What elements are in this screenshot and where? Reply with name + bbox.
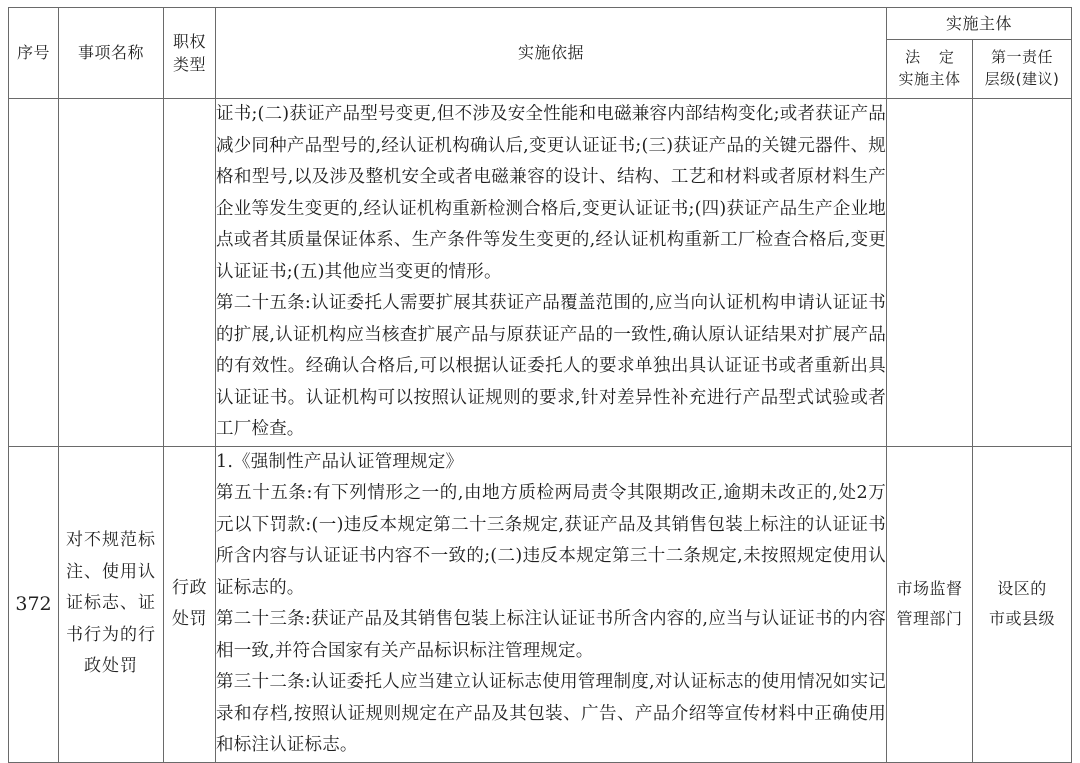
cell-responsibility-level	[973, 99, 1072, 447]
cell-item-name	[59, 99, 164, 447]
basis-paragraph: 第三十二条:认证委托人应当建立认证标志使用管理制度,对认证标志的使用情况如实记录和存档,按照认证规则规定在产品及其包装、广告、产品介绍等宣传材料中正确使用和标注认证标志。	[216, 672, 886, 755]
cell-responsibility-level	[973, 446, 1072, 762]
table-row	[9, 446, 1072, 762]
cell-item-name: 对不规范标注、使用认证标志、证书行为的行政处罚	[59, 446, 164, 762]
administrative-power-table	[8, 7, 1072, 763]
column-header-responsibility-level	[973, 40, 1072, 99]
column-header-legal-subject	[887, 40, 973, 99]
responsibility-level-line2: 市或县级	[989, 609, 1056, 628]
column-header-implementation-subject-group: 实施主体	[887, 8, 1072, 40]
column-header-item-name: 事项名称	[59, 8, 164, 99]
basis-paragraph: 证书;(二)获证产品型号变更,但不涉及安全性能和电磁兼容内部结构变化;或者获证产品减少同种产品型号的,经认证机构确认后,变更认证证书;(三)获证产品的关键元器件、规格和型号,以及涉及整机安全或者电磁兼容的设计、结构、工艺和材料或者原材料生产企业等发生变更的,经认证机构重新检测合格后,变更认证证书;(四)获证产品生产企业地点或者其质量保证体系、生产条件等发生变更的,经认证机构重新工厂检查合格后,变更认证证书;(五)其他应当变更的情形。	[216, 104, 886, 282]
column-header-seq: 序号	[9, 8, 59, 99]
basis-paragraph: 第二十五条:认证委托人需要扩展其获证产品覆盖范围的,应当向认证机构申请认证证书的扩展,认证机构应当核查扩展产品与原获证产品的一致性,确认原认证结果对扩展产品的有效性。经确认合格后,可以根据认证委托人的要求单独出具认证证书或者重新出具认证证书。认证机构可以按照认证规则的要求,针对差异性补充进行产品型式试验或者工厂检查。	[216, 293, 886, 439]
basis-regulation-title: 1.《强制性产品认证管理规定》	[216, 451, 464, 472]
cell-seq	[9, 99, 59, 447]
column-header-legal-subject-line2: 实施主体	[898, 70, 961, 88]
responsibility-level-line1: 设区的	[997, 578, 1047, 598]
basis-paragraph: 第二十三条:获证产品及其销售包装上标注认证证书所含内容的,应当与认证证书的内容相一致,并符合国家有关产品标识标注管理规定。	[216, 609, 886, 661]
header-row-top	[9, 8, 1072, 40]
table-body	[9, 99, 1072, 763]
table-row	[9, 99, 1072, 447]
table-header	[9, 8, 1072, 99]
legal-subject-line1: 市场监督	[896, 578, 963, 598]
column-header-legal-subject-line1: 法 定	[905, 48, 961, 67]
cell-seq: 372	[9, 446, 59, 762]
power-type-line1: 行政	[172, 577, 207, 598]
cell-implementation-basis	[216, 99, 887, 447]
column-header-power-type	[164, 8, 216, 99]
column-header-implementation-basis: 实施依据	[216, 8, 887, 99]
column-header-power-type-line1: 职权	[172, 31, 206, 51]
column-header-responsibility-level-line1: 第一责任	[991, 48, 1054, 67]
power-type-line2: 处罚	[172, 609, 207, 629]
basis-paragraph: 第五十五条:有下列情形之一的,由地方质检两局责令其限期改正,逾期未改正的,处2万元以下罚款:(一)违反本规定第二十三条规定,获证产品及其销售包装上标注的认证证书所含内容与认证证书内容不一致的;(二)违反本规定第三十二条规定,未按照规定使用认证标志的。	[216, 483, 886, 598]
cell-power-type	[164, 446, 216, 762]
cell-legal-subject	[887, 99, 973, 447]
column-header-responsibility-level-line2: 层级(建议)	[984, 70, 1060, 88]
cell-implementation-basis	[216, 446, 887, 762]
column-header-power-type-line2: 类型	[172, 55, 206, 74]
cell-legal-subject	[887, 446, 973, 762]
cell-power-type	[164, 99, 216, 447]
legal-subject-line2: 管理部门	[896, 609, 963, 628]
